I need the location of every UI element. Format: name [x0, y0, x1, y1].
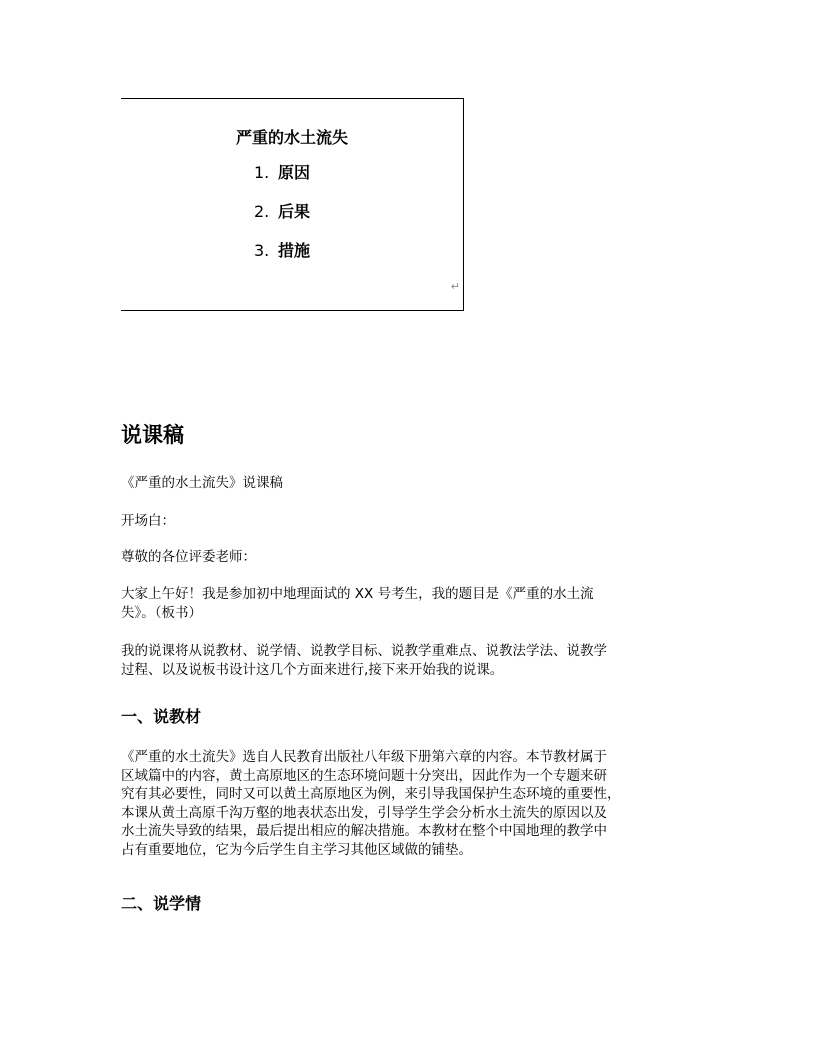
- textbook-paragraph: [121, 748, 711, 859]
- textbook-line: 区域篇中的内容，黄土高原地区的生态环境问题十分突出，因此作为一个专题来研: [121, 767, 607, 784]
- textbook-line: 本课从黄土高原千沟万壑的地表状态出发，引导学生学会分析水土流失的原因以及: [121, 804, 607, 821]
- board-item-number: 2.: [254, 202, 270, 221]
- board-item-label: 原因: [278, 163, 311, 182]
- board-item-number: 3.: [254, 241, 270, 260]
- section-heading-students: 二、说学情: [121, 894, 202, 913]
- board-item-consequence: [254, 202, 310, 241]
- board-outline-list: [254, 163, 310, 280]
- board-item-number: 1.: [254, 163, 270, 182]
- paragraph-return-icon: ↵: [450, 280, 460, 293]
- board-item-label: 后果: [278, 202, 311, 221]
- opening-label: 开场白：: [121, 513, 175, 529]
- intro-paragraph: [121, 585, 711, 622]
- plan-line: 我的说课将从说教材、说学情、说教学目标、说教学重难点、说教法学法、说教学: [121, 643, 607, 659]
- textbook-line: 水土流失导致的结果，最后提出相应的解决措施。本教材在整个中国地理的教学中: [121, 823, 607, 839]
- board-item-label: 措施: [278, 241, 311, 260]
- blackboard-design-box: [121, 98, 464, 311]
- intro-line: 失》。（板书）: [121, 604, 202, 621]
- board-title: 严重的水土流失: [235, 128, 348, 147]
- page-title: 说课稿: [121, 423, 184, 447]
- greeting-line: 尊敬的各位评委老师：: [121, 549, 256, 565]
- textbook-line: 占有重要地位，它为今后学生自主学习其他区域做的铺垫。: [121, 841, 472, 858]
- board-item-cause: [254, 163, 310, 202]
- board-item-measures: [254, 241, 310, 280]
- plan-line: 过程、以及说板书设计这几个方面来进行,接下来开始我的说课。: [121, 661, 504, 678]
- textbook-line: 究有其必要性，同时又可以黄土高原地区为例，来引导我国保护生态环境的重要性，: [121, 786, 621, 802]
- intro-line: 大家上午好！我是参加初中地理面试的 XX 号考生，我的题目是《严重的水土流: [121, 586, 594, 602]
- lecture-subtitle: 《严重的水土流失》说课稿: [121, 475, 283, 491]
- section-heading-textbook: 一、说教材: [121, 707, 202, 726]
- plan-paragraph: [121, 642, 711, 679]
- textbook-line: 《严重的水土流失》选自人民教育出版社八年级下册第六章的内容。本节教材属于: [121, 749, 607, 765]
